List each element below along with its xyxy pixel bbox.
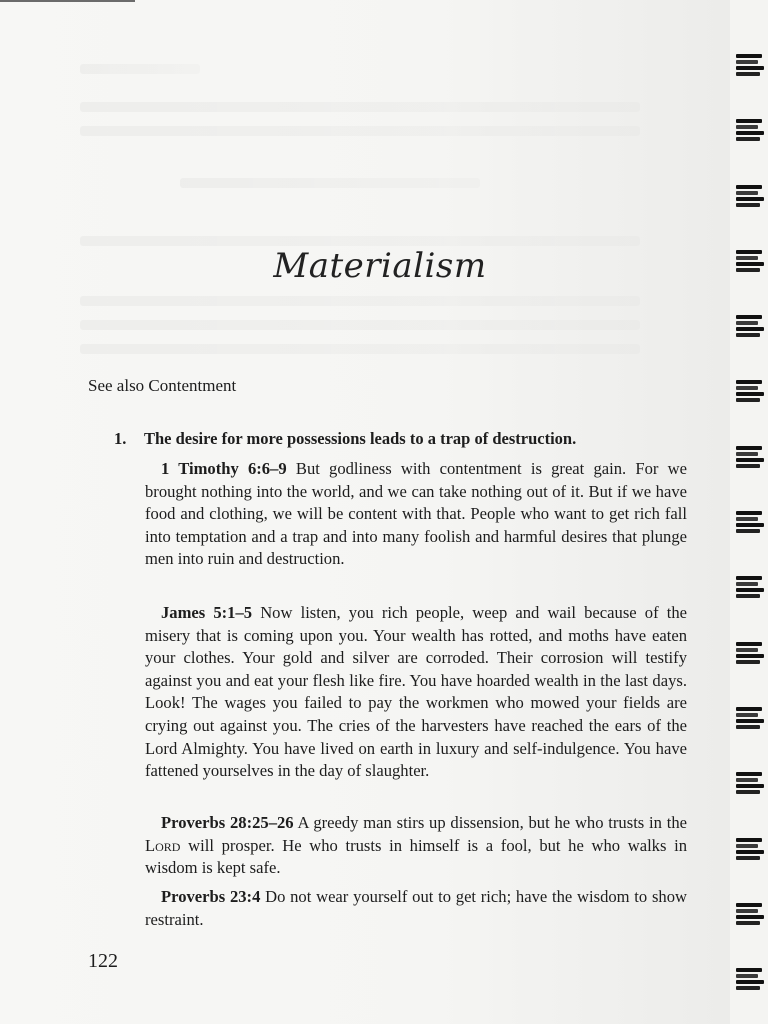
binding-coil [736,444,764,470]
scripture-reference: Proverbs 28:25–26 [161,813,294,832]
page-number: 122 [88,950,118,972]
show-through-line [80,126,640,136]
show-through-line [80,296,640,306]
binding-coil [736,313,764,339]
scripture-entry [145,812,687,880]
show-through-line [80,344,640,354]
scripture-entry [145,458,687,571]
binding-coil [736,770,764,796]
spiral-binding [730,0,768,1024]
section-number: 1. [114,429,127,448]
top-edge-rule [0,0,135,2]
page-title: Materialism [273,246,487,286]
binding-coil [736,966,764,992]
scripture-reference: Proverbs 23:4 [161,887,261,906]
scripture-text: A greedy man stirs up dissension, but he who trusts in the [293,813,688,832]
scripture-text: Do not wear yourself out to get rich; have the wisdom to show restraint. [145,887,687,929]
scripture-text: Now listen, you rich people, weep and wail because of the misery that is coming upon you. Your wealth has rotted, and moths have eaten your clothes. Your gold and silver are corroded. Their corrosion will testify against you and eat your flesh like fire. You have hoarded wealth in the last days. Look! The wages you failed to pay the workmen who mowed your fields are crying out against you. The cries of the harvesters have reached the ears of the Lord Almighty. You have lived on earth in luxury and self-indulgence. You have fattened yourselves in the day of slaughter. [145,603,687,781]
binding-coil [736,52,764,78]
show-through-line [80,64,200,74]
binding-coil [736,836,764,862]
scripture-reference: James 5:1–5 [161,603,253,622]
scripture-text: will prosper. He who trusts in himself is a fool, but he who walks in wisdom is kept safe. [145,835,687,878]
scripture-entry [145,886,687,931]
binding-coil [736,574,764,600]
show-through-line [180,178,480,188]
scripture-reference: 1 Timothy 6:6–9 [161,459,287,478]
section-heading [114,429,694,449]
scripture-entry [145,602,687,783]
divine-name: Lord [145,835,181,855]
scripture-text: But godliness with contentment is great gain. For we brought nothing into the world, and we can take nothing out of it. But if we have food and clothing, we will be content with that. People who want to get rich fall into temptation and a trap and into many foolish and harmful desires that plunge men into ruin and destruction. [145,459,688,569]
binding-coil [736,183,764,209]
show-through-line [80,236,640,246]
binding-coil [736,901,764,927]
binding-coil [736,640,764,666]
binding-coil [736,248,764,274]
binding-coil [736,705,764,731]
section-heading-text: The desire for more possessions leads to a trap of destruction. [144,429,577,448]
binding-coil [736,378,764,404]
binding-coil [736,509,764,535]
show-through-line [80,102,640,112]
show-through-line [80,320,640,330]
binding-coil [736,117,764,143]
see-also-note: See also Contentment [88,376,237,395]
